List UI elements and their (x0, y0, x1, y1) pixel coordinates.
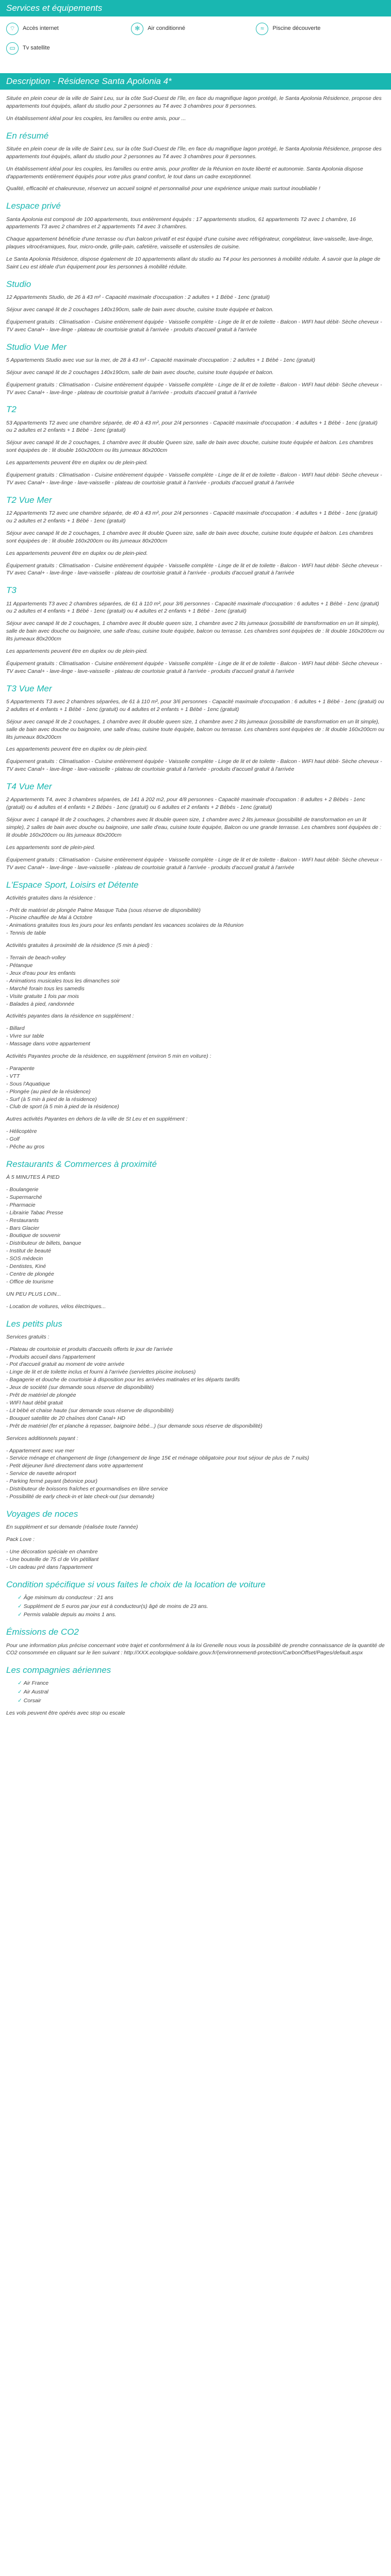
paragraph: Séjour avec canapé lit de 2 couchages 140x190cm, salle de bain avec douche, cuisine toute équipée et balcon. (6, 306, 274, 313)
paragraph: Autres activités Payantes en dehors de la ville de St Leu et en supplément : (6, 1116, 188, 1123)
bullet-list (6, 1346, 385, 1430)
check-list-item: ✓ Supplément de 5 euros par jour est à conducteur(s) âgé de moins de 23 ans. (18, 1603, 385, 1611)
paragraph: Activités payantes dans la résidence en supplément : (6, 1013, 134, 1020)
tv-icon: ▭ (6, 42, 19, 55)
check-list (6, 1594, 385, 1619)
paragraph: Les appartements peuvent être en duplex ou de plein-pied. (6, 648, 148, 655)
list-item: - Prêt de matériel (fer et planche à repasser, baignoire bébé...) (sur demande sous réserve de disponibilité) (6, 1422, 263, 1429)
paragraph: Séjour avec 1 canapé lit de 2 couchages, 2 chambres avec lit double queen size, 1 chambre avec 2 lits jumeaux (possibilité de transformation en un lit simple), 2 salles de bain avec douche ou baignoire, une salle d'eau, cuisine toute équipée, Balcon ou une grande terrasse. Les chambres sont équipées de : lit double 160x200cm ou lits jumeaux 80x200cm (6, 817, 381, 838)
amenity-item (256, 23, 381, 35)
list-item: - Pharmacie (6, 1201, 36, 1208)
description-banner: Description - Résidence Santa Apolonia 4* (0, 73, 391, 90)
check-list-item: ✓ Âge minimum du conducteur : 21 ans (18, 1594, 385, 1602)
paragraph: UN PEU PLUS LOIN... (6, 1291, 61, 1297)
section-heading: T3 Vue Mer (6, 683, 52, 693)
list-item: - Surf (à 5 min à pied de la résidence) (6, 1096, 97, 1103)
list-item: - Dentistes, Kiné (6, 1263, 46, 1270)
list-item: - Parking fermé payant (béonice pour) (6, 1478, 97, 1485)
amenities-list (0, 16, 391, 64)
paragraph: 5 Appartements Studio avec vue sur la mer, de 28 à 43 m² - Capacité maximale d'occupation : 2 adultes + 1 Bébé - 1enc (gratuit) (6, 357, 315, 363)
amenity-label: Accès internet (23, 25, 59, 32)
list-item: - Institut de beauté (6, 1248, 51, 1255)
section-heading: Lespace privé (6, 201, 61, 211)
bullet-list (6, 954, 385, 1008)
list-item: - Distributeur de boissons fraîches et gourmandises en libre service (6, 1486, 168, 1493)
paragraph: 2 Appartements T4, avec 3 chambres séparées, de 141 à 202 m2, pour 4/8 personnes - Capacité maximale d'occupation : 8 adultes + 2 Bébés - 1enc (gratuit) ou 4 adultes et 4 enfants + 2 Bébés - 1enc (gratuit) ou 6 adultes et 2 enfants + 2 Bébés - 1enc (gratuit) (6, 796, 365, 811)
list-item: - Une bouteille de 75 cl de Vin pétillant (6, 1556, 99, 1563)
check-list-item: ✓ Air France (18, 1680, 385, 1687)
bullet-list (6, 1447, 385, 1501)
paragraph: Un établissement idéal pour les couples, les familles ou entre amis, pour profiter de la Réunion en toute liberté et autonomie. Santa Apolonia dispose d'appartements entièrement équipés pour votre plus grand confort, le tout dans un cadre exceptionnel. (6, 165, 363, 180)
list-item: - Restaurants (6, 1217, 39, 1224)
list-item: - Prêt de matériel de plongée Palme Masque Tuba (sous réserve de disponibilité) (6, 907, 201, 913)
list-item: - Centre de plongée (6, 1271, 54, 1277)
list-item: - Terrain de beach-volley (6, 955, 66, 961)
list-item: - WIFI haut débit gratuit (6, 1400, 63, 1406)
list-item: - Bars Glacier (6, 1225, 40, 1231)
check-list-item: ✓ Permis valable depuis au moins 1 ans. (18, 1611, 385, 1619)
list-item: - Pétanque (6, 962, 33, 969)
list-item: - Boutique de souvenir (6, 1232, 61, 1239)
paragraph: Séjour avec canapé lit de 2 couchages, 1 chambre avec lit double queen size, 1 chambre avec 2 lits jumeaux (possibilité de transformation en un lit simple), salle de bain avec douche ou baignoire, une salle d'eau, cuisine toute équipée, balcon ou terrasse. Les chambres sont équipées de : lit double 160x200cm ou lits jumeaux 80x200cm (6, 620, 384, 642)
section-heading: Studio (6, 279, 31, 289)
paragraph: Les vols peuvent être opérés avec stop ou escale (6, 1710, 125, 1717)
paragraph: Pack Love : (6, 1536, 35, 1543)
paragraph: Activités gratuites dans la résidence : (6, 894, 96, 901)
amenity-item (131, 23, 256, 35)
paragraph: Équipement gratuits : Climatisation - Cuisine entièrement équipée - Vaisselle complète - Linge de lit et de toilette - Balcon - WIFI haut débit- Sèche cheveux - TV avec Canal+ - lave-linge - lave-vaisselle - plateau de courtoisie gratuit à l'arrivée - produits d'accueil gratuit à l'arrivée (6, 660, 382, 674)
paragraph: Pour une information plus précise concernant votre trajet et conformément à la loi Grenelle nous vous la possibilité de prendre connaissance de la quantité de CO2 consommée en cliquant sur le lien suivant : http://XXX.ecologique-solidaire.gouv.fr/(environnementl-protection/CarbonOffset/Pages/default.aspx (6, 1642, 385, 1656)
section-heading: T4 Vue Mer (6, 782, 52, 792)
bullet-list (6, 907, 385, 938)
paragraph: 5 Appartements T3 avec 2 chambres séparées, de 61 à 110 m², pour 3/6 personnes - Capacité maximale d'occupation : 6 adultes + 1 Bébé - 1enc (gratuit) ou 2 adultes et 4 enfants + 1 Bébé - 1enc (gratuit) ou 4 adultes et 2 enfants + 1 Bébé - 1enc (gratuit) (6, 698, 384, 713)
paragraph: Équipement gratuits : Climatisation - Cuisine entièrement équipée - Vaisselle complète - Linge de lit et de toilette - Balcon - WIFI haut débit- Sèche cheveux - TV avec Canal+ - lave-linge - plateau de courtoisie gratuit à l'arrivée - produits d'accueil gratuit à l'arrivée (6, 381, 382, 396)
list-item: - Marché forain tous les samedis (6, 985, 85, 992)
list-item: - Librairie Tabac Presse (6, 1209, 63, 1216)
paragraph: Services additionnels payant : (6, 1435, 78, 1442)
list-item: - Hélicoptère (6, 1128, 37, 1135)
paragraph: 12 Appartements T2 avec une chambre séparée, de 40 à 43 m², pour 2/4 personnes - Capacité maximale d'occupation : 4 adultes + 1 Bébé - 1enc (gratuit) ou 2 adultes et 2 enfants + 1 Bébé - 1enc (gratuit) (6, 510, 378, 524)
section-heading: Les petits plus (6, 1318, 62, 1329)
paragraph: Située en plein coeur de la ville de Saint Leu, sur la côte Sud-Ouest de l'île, en face du magnifique lagon protégé, le Santa Apolonia Résidence, propose des appartements tout équipés, allant du studio pour 2 personnes au T4 avec 3 chambres pour 8 personnes. (6, 95, 382, 109)
amenity-item (6, 23, 131, 35)
list-item: - Pot d'accueil gratuit au moment de votre arrivée (6, 1361, 125, 1368)
paragraph: Chaque appartement bénéficie d'une terrasse ou d'un balcon privatif et est équipé d'une cuisine avec réfrigérateur, congélateur, lave-vaisselle, lave-linge, plaques vitrocéramiques, four, micro-onde, grille-pain, cafetière, vaisselle et ustensiles de cuisine. (6, 236, 373, 250)
section-heading: T3 (6, 585, 17, 596)
paragraph: Les appartements sont de plein-pied. (6, 844, 95, 851)
list-item: - Location de voitures, vélos électriques... (6, 1303, 106, 1310)
paragraph: Le Santa Apolonia Résidence, dispose également de 10 appartements allant du studio au T4 pour les personnes à mobilité réduite. À savoir que la plage de Saint Leu est idéale d'un équipement pour les personnes à mobilité réduite. (6, 256, 381, 270)
paragraph: Santa Apolonia est composé de 100 appartements, tous entièrement équipés : 17 appartements studios, 61 appartements T2 avec 1 chambre, 16 appartements T3 avec 2 chambres et 2 appartements T4 avec 3 chambres. (6, 216, 356, 230)
section-heading: L'Espace Sport, Loisirs et Détente (6, 879, 139, 890)
paragraph: Les appartements peuvent être en duplex ou de plein-pied. (6, 550, 148, 556)
section-heading: Les compagnies aériennes (6, 1665, 111, 1675)
list-item: - Massage dans votre appartement (6, 1041, 90, 1047)
list-item: - Distributeur de billets, banque (6, 1240, 82, 1247)
section-heading: Émissions de CO2 (6, 1627, 79, 1637)
list-item: - Piscine chauffée de Mai à Octobre (6, 914, 92, 921)
list-item: - Service ménage et changement de linge (changement de linge 15€ et ménage obligatoire pour tout séjour de plus de 7 nuits) (6, 1455, 309, 1462)
list-item: - Produits accueil dans l'appartement (6, 1353, 95, 1360)
list-item: - Boulangerie (6, 1187, 39, 1193)
paragraph: Équipement gratuits : Climatisation - Cuisine entièrement équipée - Vaisselle complète - Linge de lit et de toilette - Balcon - WIFI haut débit- Sèche cheveux - TV avec Canal+ - lave-linge - lave-vaisselle - plateau de courtoisie gratuit à l'arrivée - produits d'accueil gratuit à l'arrivée (6, 758, 382, 773)
list-item: - Un cadeau pré dans l'appartement (6, 1564, 93, 1570)
bullet-list (6, 1303, 385, 1311)
section-heading: T2 (6, 404, 17, 415)
list-item: - Vivre sur table (6, 1033, 44, 1040)
amenity-item (6, 42, 131, 55)
bullet-list (6, 1128, 385, 1151)
paragraph: Équipement gratuits : Climatisation - Cuisine entièrement équipée - Vaisselle complète - Linge de lit et de toilette - Balcon - WIFI haut débit- Sèche cheveux - TV avec Canal+ - lave-linge - lave-vaisselle - plateau de courtoisie gratuit à l'arrivée - produits d'accueil gratuit à l'arrivée (6, 856, 382, 871)
section-heading: Studio Vue Mer (6, 342, 67, 352)
bullet-list (6, 1065, 385, 1111)
check-list-item: ✓ Corsair (18, 1697, 385, 1705)
paragraph: En supplément et sur demande (réalisée toute l'année) (6, 1524, 138, 1530)
list-item: - Possibilité de early check-in et late check-out (sur demande) (6, 1493, 155, 1500)
bullet-list (6, 1025, 385, 1048)
list-item: - Pêche au gros (6, 1144, 45, 1150)
section-heading: T2 Vue Mer (6, 495, 52, 505)
paragraph: Qualité, efficacité et chaleureuse, réservez un accueil soigné et personnalisé pour une expérience unique mais surtout inoubliable ! (6, 185, 320, 192)
pool-icon: ≈ (256, 23, 268, 35)
paragraph: Équipement gratuits : Climatisation - Cuisine entièrement équipée - Vaisselle complète - Linge de lit et de toilette - Balcon - WIFI haut débit- Sèche cheveux - TV avec Canal+ - lave-linge - lave-vaisselle - plateau de courtoisie gratuit à l'arrivée - produits d'accueil gratuit à l'arrivée (6, 472, 382, 486)
bullet-list (6, 1186, 385, 1286)
list-item: - VTT (6, 1073, 20, 1079)
list-item: - Prêt de matériel de plongée (6, 1392, 76, 1399)
list-item: - Une décoration spéciale en chambre (6, 1548, 98, 1555)
list-item: - Bagagerie et douche de courtoisie à disposition pour les arrivées matinales et les départs tardifs (6, 1377, 240, 1383)
paragraph: Équipement gratuits : Climatisation - Cuisine entièrement équipée - Vaisselle complète - Linge de lit et de toilette - Balcon - WIFI haut débit- Sèche cheveux - TV avec Canal+ - lave-linge - plateau de courtoisie gratuit à l'arrivée - produits d'accueil gratuit à l'arrivée (6, 318, 382, 333)
list-item: - SOS médecin (6, 1256, 43, 1262)
list-item: - Petit déjeuner livré directement dans votre appartement (6, 1463, 143, 1469)
amenity-label: Air conditionné (148, 25, 185, 32)
list-item: - Balades à pied, randonnée (6, 1001, 74, 1007)
check-list-item: ✓ Air Austral (18, 1688, 385, 1696)
list-item: - Animations gratuites tous les jours pour les enfants pendant les vacances scolaires de la Réunion (6, 922, 244, 929)
list-item: - Supermarché (6, 1194, 42, 1200)
section-heading: Voyages de noces (6, 1509, 78, 1519)
paragraph: 11 Appartements T3 avec 2 chambres séparées, de 61 à 110 m², pour 3/6 personnes - Capacité maximale d'occupation : 6 adultes + 1 Bébé - 1enc (gratuit) ou 2 adultes et 4 enfants + 1 Bébé - 1enc (gratuit) ou 4 adultes et 2 enfants + 1 Bébé - 1enc (gratuit) (6, 600, 379, 615)
wifi-icon: ⌔ (6, 23, 19, 35)
amenity-label: Piscine découverte (272, 25, 321, 32)
paragraph: Équipement gratuits : Climatisation - Cuisine entièrement équipée - Vaisselle complète - Linge de lit et de toilette - Balcon - WIFI haut débit- Sèche cheveux - TV avec Canal+ - lave-linge - lave-vaisselle - plateau de courtoisie gratuit à l'arrivée - produits d'accueil gratuit à l'arrivée (6, 562, 382, 577)
list-item: - Service de navette aéroport (6, 1470, 76, 1477)
paragraph: Activités gratuites à proximité de la résidence (5 min à pied) : (6, 942, 153, 949)
bullet-list (6, 1548, 385, 1571)
list-item: - Tennis de table (6, 930, 46, 937)
paragraph: Services gratuits : (6, 1333, 50, 1340)
list-item: - Lit bébé et chaise haute (sur demande sous réserve de disponibilité) (6, 1407, 174, 1414)
list-item: - Appartement avec vue mer (6, 1447, 75, 1454)
paragraph: À 5 MINUTES À PIED (6, 1174, 60, 1181)
list-item: - Office de tourisme (6, 1278, 54, 1285)
amenity-label: Tv satellite (23, 45, 50, 52)
section-heading: En résumé (6, 130, 49, 141)
paragraph: 53 Appartements T2 avec une chambre séparée, de 40 à 43 m², pour 2/4 personnes - Capacité maximale d'occupation : 4 adultes + 1 Bébé - 1enc (gratuit) ou 2 adultes et 2 enfants + 1 Bébé - 1enc (gratuit) (6, 419, 378, 434)
section-heading: Restaurants & Commerces à proximité (6, 1159, 157, 1169)
list-item: - Parapente (6, 1065, 35, 1072)
description-content (0, 90, 391, 1717)
list-item: - Golf (6, 1136, 20, 1143)
list-item: - Bouquet satellite de 20 chaînes dont Canal+ HD (6, 1415, 125, 1421)
paragraph: Située en plein coeur de la ville de Saint Leu, sur la côte Sud-Ouest de l'île, en face du magnifique lagon protégé, le Santa Apolonia Résidence, propose des appartements tout équipés, allant du studio pour 2 personnes au T4 avec 3 chambres pour 8 personnes. (6, 145, 382, 160)
list-item: - Plateau de courtoisie et produits d'accueils offerts le jour de l'arrivée (6, 1346, 173, 1352)
list-item: - Jeux de société (sur demande sous réserve de disponibilité) (6, 1384, 154, 1391)
paragraph: Séjour avec canapé lit de 2 couchages, 1 chambre avec lit double queen size, 1 chambre avec 2 lits jumeaux (possibilité de transformation en un lit simple), salle de bain avec douche ou baignoire, une salle d'eau, cuisine toute équipée, balcon ou terrasse. Les chambres sont équipées de : lit double 160x200cm ou lits jumeaux 80x200cm (6, 718, 384, 740)
paragraph: Séjour avec canapé lit de 2 couchages, 1 chambre avec lit double Queen size, salle de bain avec douche, cuisine toute équipée et balcon. Les chambres sont équipées de : lit double 160x200cm ou lits jumeaux 80x200cm (6, 530, 373, 544)
list-item: - Club de sport (à 5 min à pied de la résidence) (6, 1104, 119, 1110)
list-item: - Billard (6, 1025, 25, 1032)
list-item: - Plongée (au pied de la résidence) (6, 1088, 91, 1095)
snowflake-icon: ✻ (131, 23, 143, 35)
list-item: - Linge de lit et de toilette inclus et fourni à l'arrivée (serviettes piscine incluses) (6, 1369, 196, 1376)
list-item: - Jeux d'eau pour les enfants (6, 970, 76, 976)
paragraph: Séjour avec canapé lit de 2 couchages, 1 chambre avec lit double Queen size, salle de bain avec douche, cuisine toute équipée et balcon. Les chambres sont équipées de : lit double 160x200cm ou lits jumeaux 80x200cm (6, 439, 373, 454)
list-item: - Animations musicales tous les dimanches soir (6, 977, 120, 984)
section-heading: Condition spécifique si vous faites le choix de la location de voiture (6, 1579, 266, 1589)
services-banner: Services et équipements (0, 0, 391, 16)
paragraph: Activités Payantes proche de la résidence, en supplément (environ 5 min en voiture) : (6, 1053, 211, 1060)
check-list (6, 1680, 385, 1705)
paragraph: Les appartements peuvent être en duplex ou de plein-pied. (6, 746, 148, 753)
paragraph: Un établissement idéal pour les couples, les familles ou entre amis, pour ... (6, 115, 186, 122)
list-item: - Sous l'Aquatique (6, 1080, 50, 1087)
paragraph: Séjour avec canapé lit de 2 couchages 140x190cm, salle de bain avec douche, cuisine toute équipée et balcon. (6, 369, 274, 376)
paragraph: Les appartements peuvent être en duplex ou de plein-pied. (6, 460, 148, 466)
paragraph: 12 Appartements Studio, de 26 à 43 m² - Capacité maximale d'occupation : 2 adultes + 1 Bébé - 1enc (gratuit) (6, 294, 270, 301)
list-item: - Visite gratuite 1 fois par mois (6, 993, 79, 999)
